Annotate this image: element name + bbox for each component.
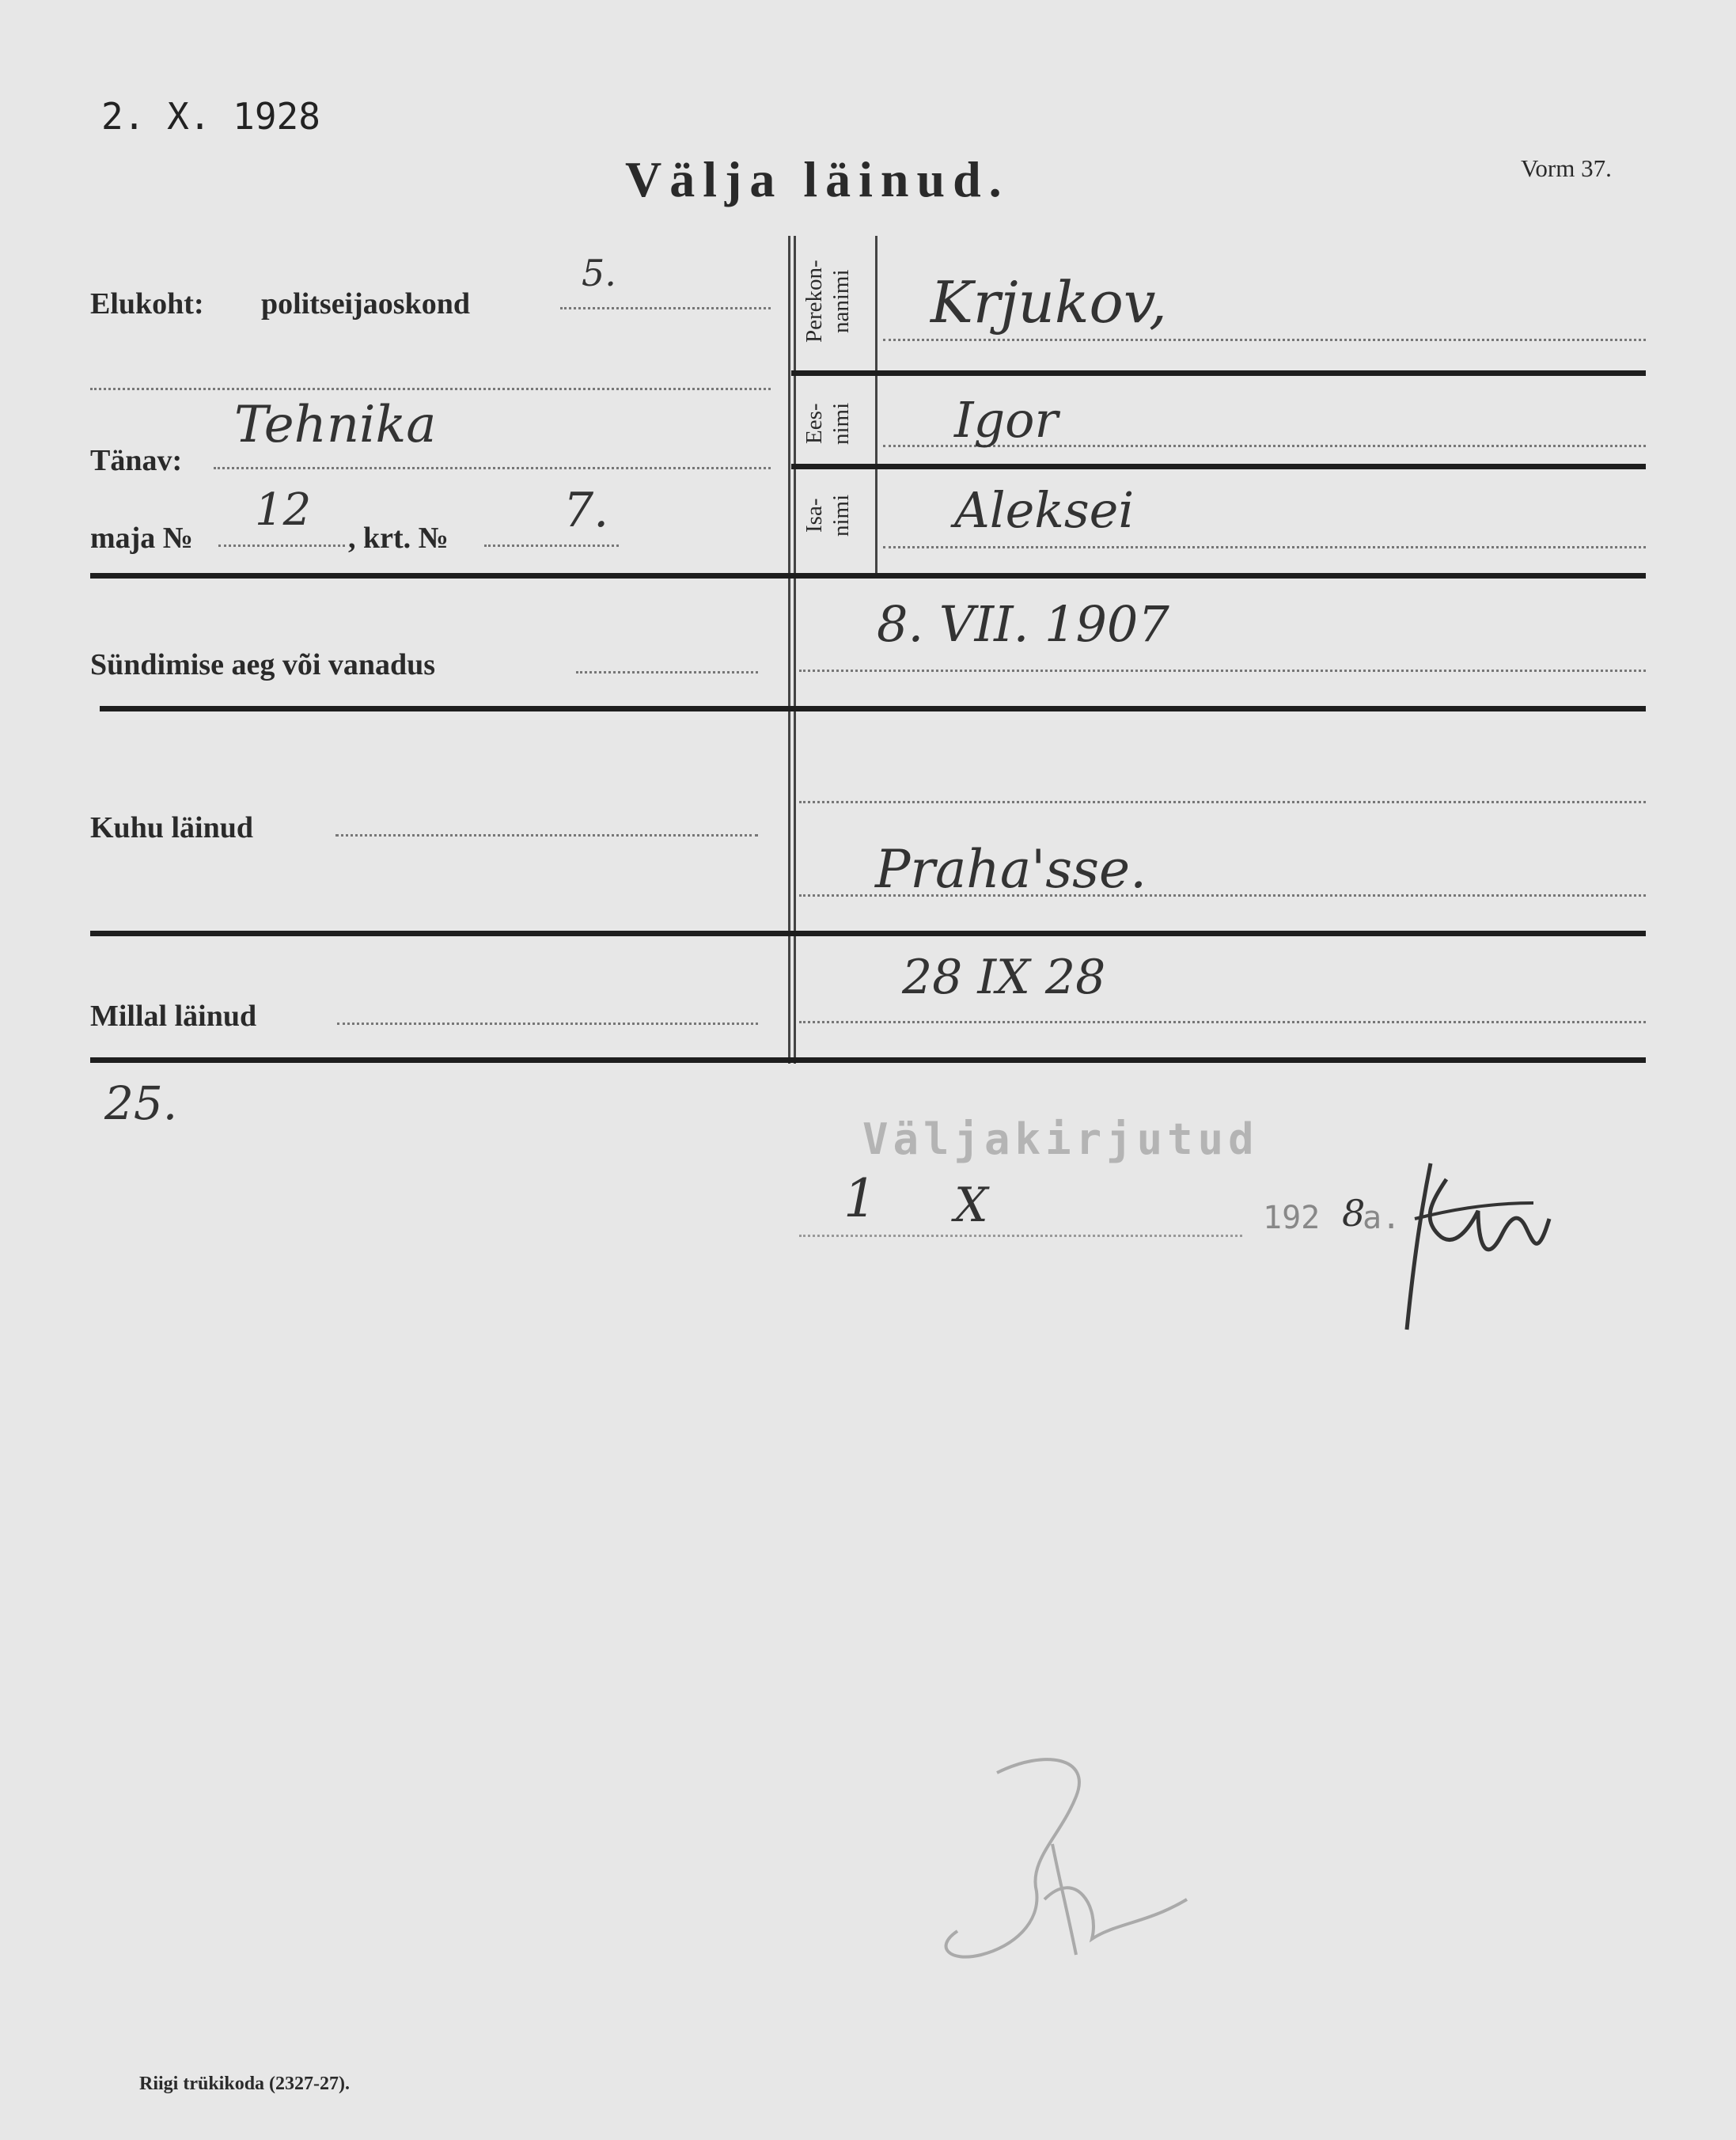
stamp-year-printed: 192 (1263, 1200, 1321, 1236)
apartment-line (484, 544, 619, 547)
destination-value: Praha'sse. (875, 839, 1147, 900)
margin-note: 25. (104, 1076, 178, 1130)
patronymic-label: Isa- nimi (802, 494, 854, 537)
form-title: Välja läinud. (625, 151, 1010, 207)
surname-value: Krjukov, (931, 269, 1167, 336)
firstname-label: Ees- nimi (802, 402, 854, 445)
label-column-divider (875, 236, 877, 573)
house-label: maja № (90, 522, 193, 555)
destination-line-top (799, 801, 1646, 803)
stamp-suffix: a. (1363, 1200, 1401, 1236)
section-rule (90, 573, 1646, 579)
departure-line (799, 1021, 1646, 1023)
birth-value: 8. VII. 1907 (877, 595, 1169, 653)
name-rule (791, 464, 1646, 469)
residence-label: Elukoht: (90, 287, 204, 321)
destination-leader (335, 834, 758, 837)
patronymic-value: Aleksei (954, 481, 1135, 539)
stamp-date-line (799, 1235, 1242, 1237)
departure-leader (337, 1023, 758, 1025)
district-label: politseijaoskond (261, 287, 470, 321)
district-value: 5. (582, 252, 616, 294)
column-divider (788, 236, 790, 1064)
section-rule (90, 931, 1646, 936)
stamp-day: 1 (843, 1168, 877, 1229)
destination-label: Kuhu läinud (90, 811, 253, 844)
stamp-month: X (954, 1178, 988, 1233)
surname-line (883, 339, 1646, 341)
house-value: 12 (255, 484, 312, 536)
residence-line-2 (90, 388, 771, 390)
birth-label: Sündimise aeg või vanadus (90, 648, 436, 681)
printer-credit: Riigi trükikoda (2327-27). (139, 2074, 351, 2094)
clerk-signature (1399, 1155, 1557, 1338)
date-stamp: 2. X. 1928 (101, 95, 320, 138)
surname-label: Perekon- nanimi (802, 260, 854, 343)
firstname-value: Igor (954, 391, 1059, 449)
departure-label: Millal läinud (90, 1000, 257, 1033)
street-line (214, 467, 771, 469)
patronymic-line (883, 546, 1646, 548)
departure-value: 28 IX 28 (902, 950, 1106, 1005)
birth-line (799, 670, 1646, 672)
section-rule (90, 1057, 1646, 1063)
street-label: Tänav: (90, 444, 183, 477)
section-rule (100, 706, 1646, 711)
destination-line (799, 894, 1646, 897)
birth-leader (576, 671, 758, 673)
discharge-stamp-title: Väljakirjutud (862, 1114, 1259, 1164)
district-line (560, 307, 771, 309)
pencil-signature (902, 1741, 1203, 1979)
column-divider-inner (794, 236, 796, 1064)
house-line (218, 544, 345, 547)
apartment-value: 7. (563, 483, 609, 538)
stamp-year-written: 8 (1342, 1192, 1366, 1235)
apartment-label: , krt. № (348, 522, 449, 555)
name-rule (791, 370, 1646, 376)
street-value: Tehnika (234, 396, 437, 454)
form-number: Vorm 37. (1521, 154, 1612, 182)
